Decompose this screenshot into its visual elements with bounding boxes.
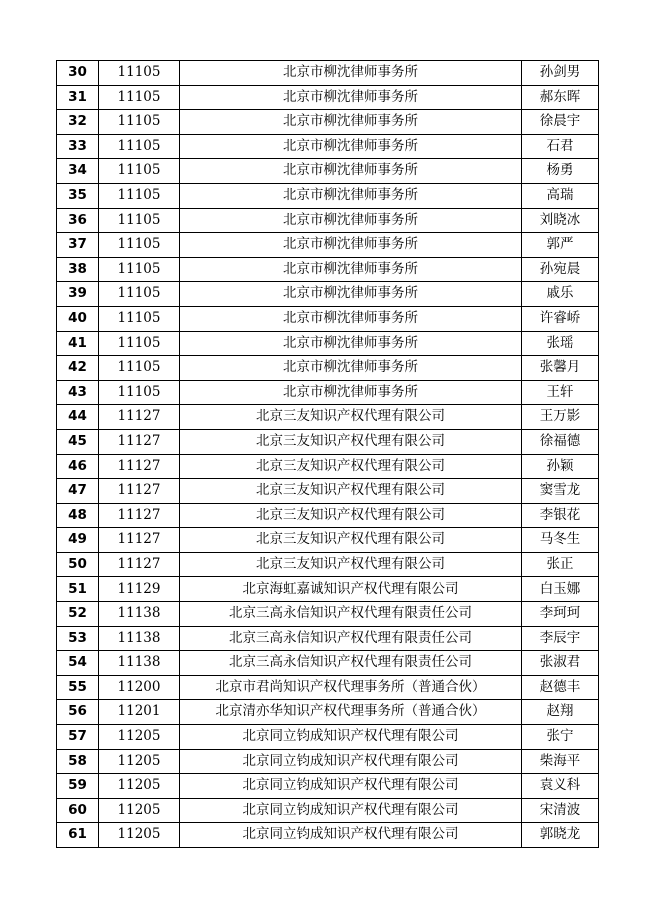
agency-code: 11105: [99, 85, 180, 110]
agency-name: 北京市柳沈律师事务所: [180, 134, 522, 159]
person-name: 张瑶: [522, 331, 599, 356]
agency-name: 北京市柳沈律师事务所: [180, 110, 522, 135]
person-name: 李辰宇: [522, 626, 599, 651]
agency-name: 北京市柳沈律师事务所: [180, 85, 522, 110]
agency-code: 11127: [99, 552, 180, 577]
person-name: 马冬生: [522, 528, 599, 553]
agency-code: 11205: [99, 823, 180, 848]
agency-name: 北京同立钧成知识产权代理有限公司: [180, 823, 522, 848]
agency-code: 11127: [99, 405, 180, 430]
table-row: [57, 454, 599, 479]
person-name: 孙剑男: [522, 61, 599, 86]
row-index: 36: [57, 208, 99, 233]
table-row: [57, 479, 599, 504]
agency-name: 北京三友知识产权代理有限公司: [180, 552, 522, 577]
table-row: [57, 700, 599, 725]
table-row: [57, 159, 599, 184]
table-row: [57, 257, 599, 282]
agency-name: 北京市柳沈律师事务所: [180, 380, 522, 405]
person-name: 张宁: [522, 725, 599, 750]
agency-name: 北京市柳沈律师事务所: [180, 282, 522, 307]
agency-name: 北京三友知识产权代理有限公司: [180, 503, 522, 528]
person-name: 高瑞: [522, 183, 599, 208]
table-row: [57, 626, 599, 651]
table-row: [57, 503, 599, 528]
agency-name: 北京市柳沈律师事务所: [180, 306, 522, 331]
agency-code: 11105: [99, 208, 180, 233]
person-name: 王轩: [522, 380, 599, 405]
row-index: 35: [57, 183, 99, 208]
agency-name: 北京三高永信知识产权代理有限责任公司: [180, 602, 522, 627]
agency-code: 11127: [99, 503, 180, 528]
table-row: [57, 110, 599, 135]
agency-code: 11105: [99, 233, 180, 258]
agency-code: 11105: [99, 159, 180, 184]
agency-name: 北京三友知识产权代理有限公司: [180, 528, 522, 553]
agency-code: 11205: [99, 749, 180, 774]
person-name: 许睿峤: [522, 306, 599, 331]
row-index: 56: [57, 700, 99, 725]
table-row: [57, 208, 599, 233]
person-name: 石君: [522, 134, 599, 159]
row-index: 43: [57, 380, 99, 405]
row-index: 44: [57, 405, 99, 430]
table-row: [57, 651, 599, 676]
row-index: 37: [57, 233, 99, 258]
person-name: 郭晓龙: [522, 823, 599, 848]
agency-name: 北京市柳沈律师事务所: [180, 61, 522, 86]
agency-code: 11127: [99, 429, 180, 454]
agency-name: 北京三友知识产权代理有限公司: [180, 405, 522, 430]
agency-code: 11105: [99, 331, 180, 356]
row-index: 48: [57, 503, 99, 528]
table-row: [57, 356, 599, 381]
table-row: [57, 528, 599, 553]
agency-code: 11105: [99, 183, 180, 208]
table-row: [57, 675, 599, 700]
person-name: 孙颖: [522, 454, 599, 479]
row-index: 47: [57, 479, 99, 504]
agency-name: 北京市柳沈律师事务所: [180, 356, 522, 381]
row-index: 53: [57, 626, 99, 651]
agency-table: [56, 60, 599, 848]
person-name: 李珂珂: [522, 602, 599, 627]
table-row: [57, 85, 599, 110]
person-name: 张馨月: [522, 356, 599, 381]
agency-code: 11205: [99, 725, 180, 750]
agency-code: 11127: [99, 479, 180, 504]
row-index: 51: [57, 577, 99, 602]
table-row: [57, 823, 599, 848]
agency-code: 11201: [99, 700, 180, 725]
table-row: [57, 774, 599, 799]
person-name: 郭严: [522, 233, 599, 258]
row-index: 50: [57, 552, 99, 577]
agency-name: 北京市柳沈律师事务所: [180, 183, 522, 208]
agency-name: 北京市柳沈律师事务所: [180, 331, 522, 356]
table-row: [57, 282, 599, 307]
agency-code: 11200: [99, 675, 180, 700]
agency-code: 11205: [99, 798, 180, 823]
agency-code: 11138: [99, 602, 180, 627]
row-index: 39: [57, 282, 99, 307]
table-row: [57, 331, 599, 356]
person-name: 刘晓冰: [522, 208, 599, 233]
person-name: 白玉娜: [522, 577, 599, 602]
agency-code: 11105: [99, 134, 180, 159]
table-row: [57, 61, 599, 86]
row-index: 46: [57, 454, 99, 479]
row-index: 60: [57, 798, 99, 823]
agency-code: 11138: [99, 626, 180, 651]
table-row: [57, 602, 599, 627]
agency-name: 北京清亦华知识产权代理事务所（普通合伙）: [180, 700, 522, 725]
row-index: 41: [57, 331, 99, 356]
agency-name: 北京市柳沈律师事务所: [180, 159, 522, 184]
agency-name: 北京同立钧成知识产权代理有限公司: [180, 749, 522, 774]
agency-name: 北京市君尚知识产权代理事务所（普通合伙）: [180, 675, 522, 700]
agency-code: 11105: [99, 306, 180, 331]
agency-code: 11105: [99, 257, 180, 282]
agency-name: 北京海虹嘉诚知识产权代理有限公司: [180, 577, 522, 602]
row-index: 49: [57, 528, 99, 553]
row-index: 54: [57, 651, 99, 676]
row-index: 55: [57, 675, 99, 700]
row-index: 45: [57, 429, 99, 454]
person-name: 窦雪龙: [522, 479, 599, 504]
person-name: 柴海平: [522, 749, 599, 774]
agency-code: 11129: [99, 577, 180, 602]
person-name: 赵德丰: [522, 675, 599, 700]
row-index: 57: [57, 725, 99, 750]
agency-code: 11105: [99, 356, 180, 381]
person-name: 宋清波: [522, 798, 599, 823]
person-name: 李银花: [522, 503, 599, 528]
agency-name: 北京三友知识产权代理有限公司: [180, 454, 522, 479]
table-row: [57, 552, 599, 577]
person-name: 张正: [522, 552, 599, 577]
agency-name: 北京三友知识产权代理有限公司: [180, 479, 522, 504]
table-row: [57, 183, 599, 208]
table-row: [57, 134, 599, 159]
agency-code: 11138: [99, 651, 180, 676]
agency-name: 北京同立钧成知识产权代理有限公司: [180, 774, 522, 799]
agency-code: 11127: [99, 454, 180, 479]
agency-name: 北京三友知识产权代理有限公司: [180, 429, 522, 454]
agency-name: 北京三高永信知识产权代理有限责任公司: [180, 626, 522, 651]
person-name: 郝东晖: [522, 85, 599, 110]
person-name: 杨勇: [522, 159, 599, 184]
agency-code: 11105: [99, 380, 180, 405]
person-name: 孙宛晨: [522, 257, 599, 282]
agency-code: 11127: [99, 528, 180, 553]
row-index: 33: [57, 134, 99, 159]
row-index: 40: [57, 306, 99, 331]
table-row: [57, 405, 599, 430]
table-row: [57, 577, 599, 602]
agency-name: 北京市柳沈律师事务所: [180, 257, 522, 282]
agency-code: 11105: [99, 61, 180, 86]
table-row: [57, 233, 599, 258]
person-name: 徐福德: [522, 429, 599, 454]
table-row: [57, 429, 599, 454]
row-index: 58: [57, 749, 99, 774]
person-name: 张淑君: [522, 651, 599, 676]
person-name: 戚乐: [522, 282, 599, 307]
table-row: [57, 798, 599, 823]
person-name: 徐晨宇: [522, 110, 599, 135]
agency-name: 北京市柳沈律师事务所: [180, 208, 522, 233]
row-index: 30: [57, 61, 99, 86]
row-index: 38: [57, 257, 99, 282]
row-index: 42: [57, 356, 99, 381]
agency-code: 11205: [99, 774, 180, 799]
agency-name: 北京三高永信知识产权代理有限责任公司: [180, 651, 522, 676]
agency-name: 北京同立钧成知识产权代理有限公司: [180, 725, 522, 750]
table-row: [57, 380, 599, 405]
table-row: [57, 749, 599, 774]
row-index: 34: [57, 159, 99, 184]
person-name: 王万影: [522, 405, 599, 430]
person-name: 袁义科: [522, 774, 599, 799]
agency-name: 北京同立钧成知识产权代理有限公司: [180, 798, 522, 823]
row-index: 61: [57, 823, 99, 848]
person-name: 赵翔: [522, 700, 599, 725]
table-row: [57, 306, 599, 331]
row-index: 59: [57, 774, 99, 799]
agency-code: 11105: [99, 110, 180, 135]
agency-table-body: [57, 61, 599, 848]
row-index: 32: [57, 110, 99, 135]
table-row: [57, 725, 599, 750]
agency-code: 11105: [99, 282, 180, 307]
agency-name: 北京市柳沈律师事务所: [180, 233, 522, 258]
row-index: 31: [57, 85, 99, 110]
row-index: 52: [57, 602, 99, 627]
